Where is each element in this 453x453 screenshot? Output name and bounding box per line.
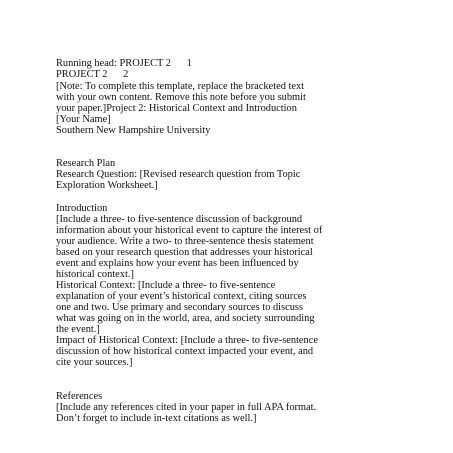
references-heading: References xyxy=(56,391,103,402)
running-head: Running head: PROJECT 2 1 xyxy=(56,58,192,69)
references-line: Don’t forget to include in-text citations as well.] xyxy=(56,413,257,424)
introduction-line: [Include a three- to five-sentence discussion of background xyxy=(56,214,303,225)
historical-context-line: explanation of your event’s historical context, citing sources xyxy=(56,291,307,302)
institution: Southern New Hampshire University xyxy=(56,125,211,136)
note-line: with your own content. Remove this note before you submit xyxy=(56,92,306,103)
research-question-line: Exploration Worksheet.] xyxy=(56,180,158,191)
references-line: [Include any references cited in your paper in full APA format. xyxy=(56,402,317,413)
research-question-line: Research Question: [Revised research question from Topic xyxy=(56,169,301,180)
introduction-line: event and explains how your event has been influenced by xyxy=(56,258,299,269)
page-header: PROJECT 2 2 xyxy=(56,69,129,80)
research-plan-heading: Research Plan xyxy=(56,158,116,169)
historical-context-line: what was going on in the world, area, and society surrounding xyxy=(56,313,315,324)
introduction-heading: Introduction xyxy=(56,203,108,214)
title-line: your paper.]Project 2: Historical Context and Introduction xyxy=(56,103,297,114)
historical-context-line: Historical Context: [Include a three- to five-sentence xyxy=(56,280,276,291)
author-name: [Your Name] xyxy=(56,114,111,125)
introduction-line: information about your historical event to capture the interest of xyxy=(56,225,323,236)
introduction-line: historical context.] xyxy=(56,269,134,280)
impact-line: Impact of Historical Context: [Include a three- to five-sentence xyxy=(56,335,318,346)
impact-line: cite your sources.] xyxy=(56,357,133,368)
historical-context-line: the event.] xyxy=(56,324,100,335)
historical-context-line: one and two. Use primary and secondary sources to discuss xyxy=(56,302,304,313)
introduction-line: based on your research question that addresses your historical xyxy=(56,247,313,258)
impact-line: discussion of how historical context impacted your event, and xyxy=(56,346,314,357)
note-line: [Note: To complete this template, replace the bracketed text xyxy=(56,81,305,92)
introduction-line: your audience. Write a two- to three-sentence thesis statement xyxy=(56,236,314,247)
